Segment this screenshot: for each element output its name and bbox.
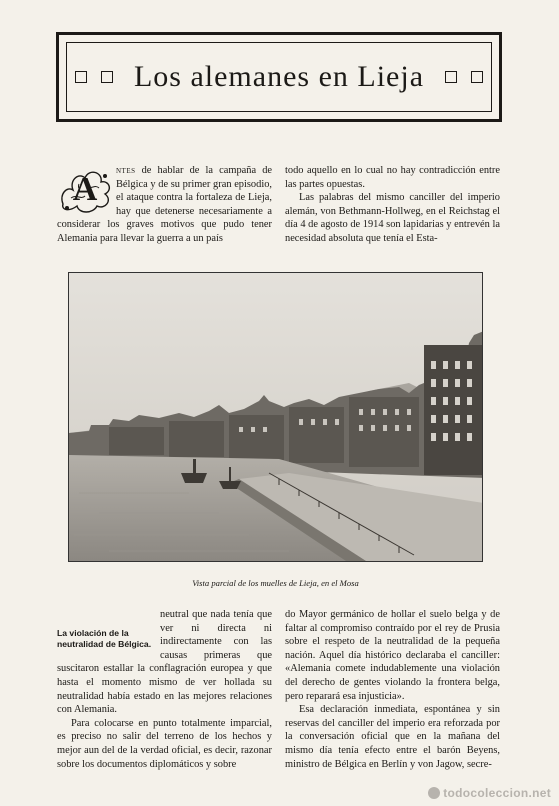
sidenote-heading: La violación de la neutralidad de Bélgica. xyxy=(57,628,152,649)
square-ornament-icon xyxy=(471,71,483,83)
paragraph-neutral: neutral que nada tenía que ver ni directa ni indirectamente con las causas primeras que suscitaron estallar la conflagración europea y que hasta el momento mismo de ver hollada su neutralidad había estado en las mejores relaciones con Alemania. xyxy=(57,609,272,716)
column-top-right xyxy=(285,164,500,246)
square-ornament-icon xyxy=(75,71,87,83)
paragraph-intro-continued: todo aquello en lo cual no hay contradicción entre las partes opuestas. xyxy=(285,165,500,190)
intro-text: de hablar de la campaña de Bélgica y de su primer gran episodio, el ataque contra la fortaleza de Lieja, hay que detenerse necesariamente a considerar los graves motivos que pudo tener Alemania para llevar la guerra a un país xyxy=(57,165,272,244)
paragraph-intro xyxy=(57,164,272,246)
watermark-text: todocoleccion.net xyxy=(443,786,551,800)
harbor-photo-illustration xyxy=(69,273,483,562)
square-ornament-icon xyxy=(445,71,457,83)
watermark xyxy=(428,786,551,800)
paragraph-chancellor: Las palabras del mismo canciller del imperio alemán, von Bethmann-Hollweg, en el Reichstag el día 4 de agosto de 1914 son lapidarias y entrevén la necesidad absoluta que tenía el Esta- xyxy=(285,192,500,244)
column-top-left xyxy=(57,164,272,246)
dropcap-ornament xyxy=(57,164,113,216)
dropcap-letter: A xyxy=(72,171,98,209)
column-bottom-left xyxy=(57,608,272,771)
column-bottom-right xyxy=(285,608,500,771)
photo-caption: Vista parcial de los muelles de Lieja, en el Mosa xyxy=(192,578,359,588)
watermark-logo-icon xyxy=(428,787,440,799)
paragraph-declaration: Esa declaración inmediata, espontánea y sin reservas del canciller del imperio era reforzada por la conversación oficial que en la mañana del mismo día tenía efecto entre el barón Beyens, ministro de Bélgica en Berlín y von Jagow, secre- xyxy=(285,704,500,770)
article-title: Los alemanes en Lieja xyxy=(133,60,425,93)
photo-lieja-quays xyxy=(68,272,483,562)
title-frame xyxy=(56,32,502,122)
square-ornament-icon xyxy=(101,71,113,83)
paragraph-reichstag: do Mayor germánico de hollar el suelo belga y de faltar al compromiso contraído por el rey de Prusia sobre el respeto de la neutralidad de la pequeña nación. Aquel día histórico declaraba el canciller: «Alemania comete indudablemente una violación del derecho de gentes violando la frontera belga, pero reparará esa injusticia». xyxy=(285,609,500,702)
intro-smallcaps: ntes xyxy=(116,165,136,176)
paragraph-impartial: Para colocarse en punto totalmente imparcial, es preciso no salir del terreno de los hechos y mejor aun del de la verdad oficial, es decir, razonar sobre los documentos diplomáticos y sobre xyxy=(57,717,272,770)
title-inner-frame xyxy=(66,42,492,112)
